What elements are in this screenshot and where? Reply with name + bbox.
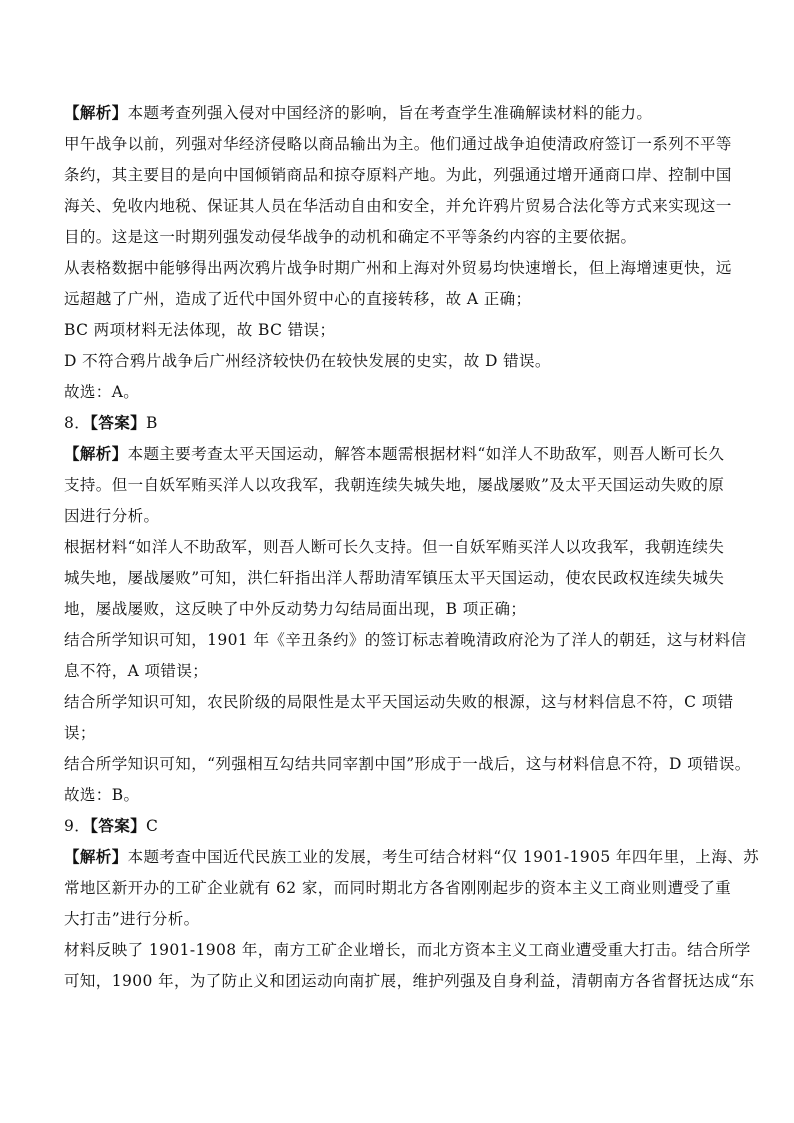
text-line: 条约，其主要目的是向中国倾销商品和掠夺原料产地。为此，列强通过增开通商口岸、控制中国 xyxy=(64,166,732,184)
answer-value: B xyxy=(146,414,158,432)
answer-tag: 【答案】 xyxy=(90,413,147,432)
text-line: 地，屡战屡败，这反映了中外反动势力勾结局面出现，B 项正确； xyxy=(64,600,527,618)
analysis-tag: 【解析】 xyxy=(64,444,128,463)
text-line xyxy=(64,103,652,123)
text-line: 支持。但一自妖军贿买洋人以攻我军，我朝连续失城失地，屡战屡败”及太平天国运动失败的原 xyxy=(64,476,725,494)
text-line: 海关、免收内地税、保证其人员在华活动自由和安全，并允许鸦片贸易合法化等方式来实现这一 xyxy=(64,197,732,215)
text-line: 目的。这是这一时期列强发动侵华战争的动机和确定不平等条约内容的主要依据。 xyxy=(64,228,637,246)
analysis-tag: 【解析】 xyxy=(64,103,128,122)
line-text: 本题考查中国近代民族工业的发展，考生可结合材料“仅 1901-1905 年四年里，上海、苏 xyxy=(127,848,760,866)
text-line xyxy=(64,444,724,464)
answer-tag: 【答案】 xyxy=(90,816,147,835)
text-line: 结合所学知识可知，“列强相互勾结共同宰割中国”形成于一战后，这与材料信息不符，D 项错误。 xyxy=(64,755,751,773)
question-number: 9． xyxy=(64,817,91,835)
text-line: 甲午战争以前，列强对华经济侵略以商品输出为主。他们通过战争迫使清政府签订一系列不平等 xyxy=(64,135,732,153)
line-text: 本题主要考查太平天国运动，解答本题需根据材料“如洋人不助敌军，则吾人断可长久 xyxy=(127,445,725,463)
text-line: 根据材料“如洋人不助敌军，则吾人断可长久支持。但一自妖军贿买洋人以攻我军，我朝连续失 xyxy=(64,538,725,556)
text-line: 常地区新开办的工矿企业就有 62 家，而同时期北方各省刚刚起步的资本主义工商业则遭受了重 xyxy=(64,879,732,897)
text-line: 误； xyxy=(64,724,96,742)
text-line: D 不符合鸦片战争后广州经济较快仍在较快发展的史实，故 D 错误。 xyxy=(64,352,551,370)
analysis-tag: 【解析】 xyxy=(64,847,128,866)
text-line: BC 两项材料无法体现，故 BC 错误； xyxy=(64,321,336,339)
text-line: 因进行分析。 xyxy=(64,507,160,525)
text-line: 材料反映了 1901-1908 年，南方工矿企业增长，而北方资本主义工商业遭受重大打击。结合所学 xyxy=(64,941,751,959)
text-line xyxy=(64,847,759,867)
text-line: 可知，1900 年，为了防止义和团运动向南扩展，维护列强及自身利益，清朝南方各省督抚达成“东 xyxy=(64,972,755,990)
text-line: 从表格数据中能够得出两次鸦片战争时期广州和上海对外贸易均快速增长，但上海增速更快，远 xyxy=(64,259,732,277)
text-line: 息不符，A 项错误； xyxy=(64,662,209,680)
text-line: 结合所学知识可知，农民阶级的局限性是太平天国运动失败的根源，这与材料信息不符，C 项错 xyxy=(64,693,734,711)
answer-line xyxy=(64,816,158,836)
answer-line xyxy=(64,413,158,433)
text-line: 远超越了广州，造成了近代中国外贸中心的直接转移，故 A 正确； xyxy=(64,290,532,308)
text-line: 城失地，屡战屡败”可知，洪仁轩指出洋人帮助清军镇压太平天国运动，使农民政权连续失城失 xyxy=(64,569,725,587)
text-line: 结合所学知识可知，1901 年《辛丑条约》的签订标志着晚清政府沦为了洋人的朝廷，这与材料信 xyxy=(64,631,747,649)
answer-value: C xyxy=(146,817,159,835)
text-line: 大打击”进行分析。 xyxy=(64,910,200,928)
line-text: 本题考查列强入侵对中国经济的影响，旨在考查学生准确解读材料的能力。 xyxy=(127,104,653,122)
question-number: 8． xyxy=(64,414,91,432)
text-line: 故选：A。 xyxy=(64,383,140,401)
text-line: 故选：B。 xyxy=(64,786,140,804)
